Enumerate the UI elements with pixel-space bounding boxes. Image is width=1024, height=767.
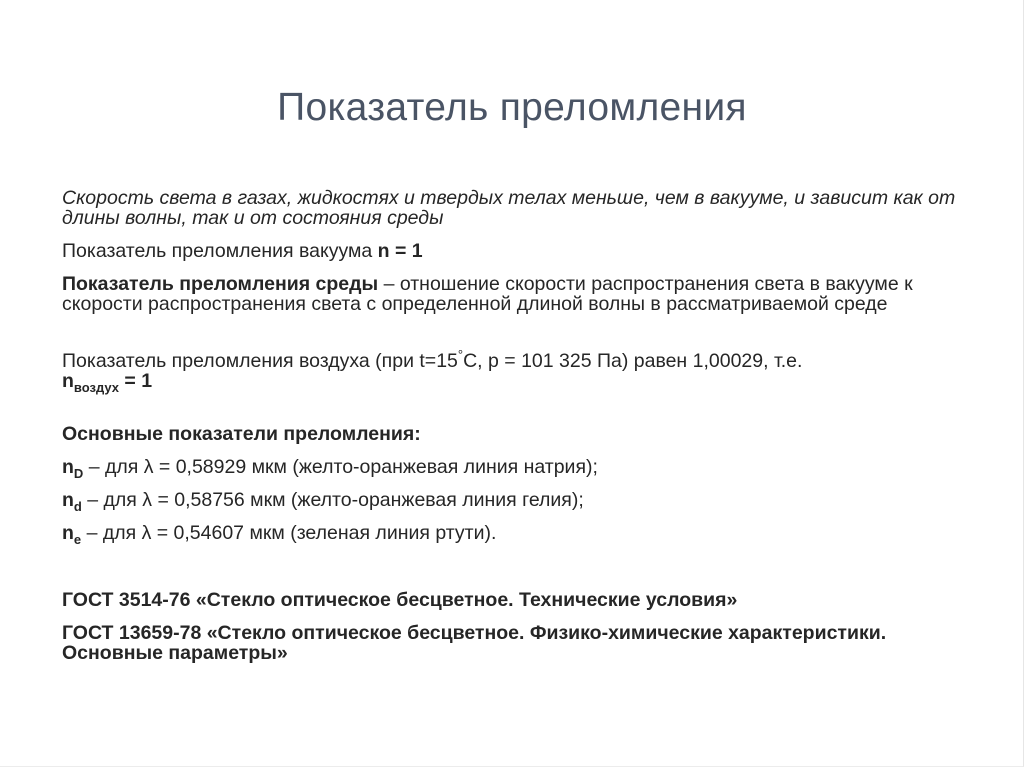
index-line bbox=[62, 456, 962, 481]
main-indices-heading: Основные показатели преломления: bbox=[62, 423, 421, 445]
index-symbol bbox=[62, 489, 82, 514]
air-index-text-after: С, р = 101 325 Па) равен 1,00029, т.е. bbox=[463, 350, 803, 372]
index-description: – для λ = 0,54607 мкм (зеленая линия ртути). bbox=[81, 522, 497, 544]
vacuum-index-text: Показатель преломления вакуума bbox=[62, 240, 378, 262]
medium-index-definition-text: – отношение скорости распространения света в вакууме к скорости распространения света с определенной длиной волны в рассматриваемой среде bbox=[62, 273, 913, 315]
air-index-value: = 1 bbox=[119, 370, 153, 392]
slide-body bbox=[62, 188, 962, 663]
gost-13659-reference: ГОСТ 13659-78 «Стекло оптическое бесцветное. Физико-химические характеристики. Основные параметры» bbox=[62, 622, 887, 664]
index-subscript: d bbox=[73, 499, 82, 514]
index-subscript: e bbox=[73, 532, 82, 547]
gost-3514-reference: ГОСТ 3514-76 «Стекло оптическое бесцветное. Технические условия» bbox=[62, 589, 738, 611]
index-symbol bbox=[62, 456, 84, 481]
medium-index-term: Показатель преломления среды bbox=[62, 273, 379, 295]
intro-paragraph: Скорость света в газах, жидкостях и твердых телах меньше, чем в вакууме, и зависит как от длины волны, так и от состояния среды bbox=[62, 187, 956, 229]
slide-title: Показатель преломления bbox=[277, 86, 747, 129]
air-index-symbol: n bbox=[62, 370, 74, 392]
vacuum-index-paragraph bbox=[62, 241, 962, 261]
index-line bbox=[62, 489, 962, 514]
air-index-paragraph bbox=[62, 347, 962, 395]
index-subscript: D bbox=[73, 466, 84, 481]
index-symbol-letter: n bbox=[62, 456, 74, 478]
medium-index-definition bbox=[62, 274, 962, 314]
index-line bbox=[62, 522, 962, 547]
index-symbol-letter: n bbox=[62, 522, 74, 544]
degree-sign: ° bbox=[457, 347, 464, 362]
index-description: – для λ = 0,58929 мкм (желто-оранжевая линия натрия); bbox=[83, 456, 598, 478]
vacuum-index-formula: n = 1 bbox=[377, 240, 423, 262]
index-symbol-letter: n bbox=[62, 489, 74, 511]
index-description: – для λ = 0,58756 мкм (желто-оранжевая линия гелия); bbox=[81, 489, 584, 511]
air-index-formula bbox=[62, 370, 153, 395]
air-index-text-before: Показатель преломления воздуха (при t=15 bbox=[62, 350, 458, 372]
air-index-subscript: воздух bbox=[73, 380, 120, 395]
index-symbol bbox=[62, 522, 82, 547]
